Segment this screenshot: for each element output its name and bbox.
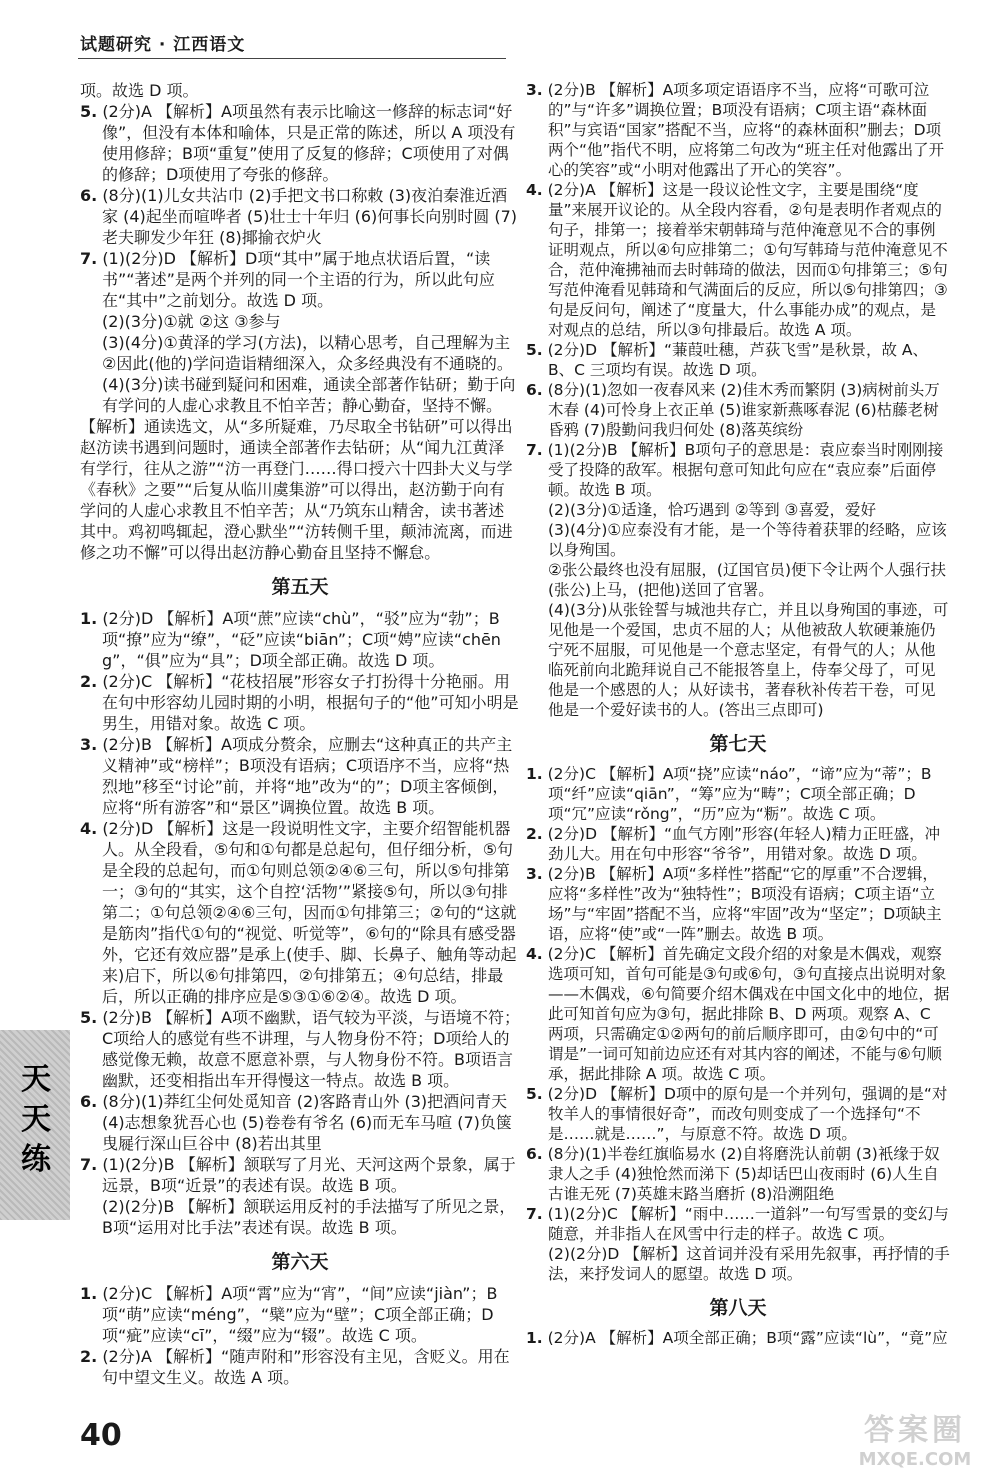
question-number: 4. xyxy=(80,819,98,838)
question-number: 5. xyxy=(526,341,543,359)
answer-paragraph xyxy=(80,1154,520,1196)
question-number: 5. xyxy=(80,102,98,121)
page-header: 试题研究 · 江西语文 xyxy=(80,35,246,55)
answer-paragraph xyxy=(526,380,950,440)
answer-text: (2分)C 【解析】首先确定文段介绍的对象是木偶戏，观察选项可知，首句可能是③句或⑥句，③句直接点出说明对象——木偶戏，⑥句简要介绍木偶戏在中国文化中的地位，据此可知首句应为③句，据此排除 B、D 两项。观察 A、C 两项，只需确定①②两句的前后顺序即可，由②句中的“可谓是”一词可知前边应还有对其内容的阐述，不能与⑥句顺承，据此排除 A 项。故选 C 项。 xyxy=(547,945,950,1083)
question-number: 1. xyxy=(80,609,98,628)
question-number: 6. xyxy=(80,186,98,205)
answer-text: (2分)D 【解析】“血气方刚”形容(年轻人)精力正旺盛，冲劲儿大。用在句中形容“爷爷”，用错对象。故选 D 项。 xyxy=(547,825,941,863)
answer-paragraph xyxy=(80,332,520,374)
section-heading: 第八天 xyxy=(709,1297,767,1319)
answer-paragraph xyxy=(80,671,520,734)
answer-text: (1)(2分)B 【解析】颔联写了月光、天河这两个景象，属于远景，B项“近景”的表述有误。故选 B 项。 xyxy=(102,1155,516,1195)
answer-text: (2分)A 【解析】A项全部正确；B项“露”应读“lù”，“竟”应 xyxy=(547,1329,948,1347)
answer-paragraph xyxy=(80,416,520,563)
answer-paragraph xyxy=(526,560,950,600)
answer-text: (2分)B 【解析】A项不幽默，语气较为平淡，与语境不符；C项给人的感觉有些不讲理，与人物身份不符；D项给人的感觉像无赖，故意不愿意补票，与人物身份不符。B项语言幽默，还变相指出车开得慢这一特点。故选 B 项。 xyxy=(102,1008,520,1090)
answer-text: 项。故选 D 项。 xyxy=(80,81,199,100)
watermark-url: MXQE.COM xyxy=(858,1449,972,1470)
answer-paragraph xyxy=(80,1283,520,1346)
answer-paragraph xyxy=(80,734,520,818)
question-number: 7. xyxy=(80,1155,98,1174)
answer-text: (4)(3分)从张铨誓与城池共存亡，并且以身殉国的事迹，可见他是一个爱国，忠贞不屈的人；从他被敌人软硬兼施仍宁死不屈服，可见他是一个意志坚定，有骨气的人；从他临死前向北跪拜说自己不能报答皇上，侍奉父母了，可见他是一个感恩的人；从好读书，著春秋补传若干卷，可见他是一个爱好读书的人。(答出三点即可) xyxy=(548,601,949,719)
answer-paragraph xyxy=(526,180,950,340)
answer-paragraph xyxy=(526,864,950,944)
left-column xyxy=(80,80,520,1388)
question-number: 3. xyxy=(80,735,98,754)
right-column xyxy=(526,80,950,1348)
section-heading: 第七天 xyxy=(709,733,767,755)
answer-text: (8分)(1)儿女共沾巾 (2)手把文书口称敕 (3)夜泊秦淮近酒家 (4)起坐而喧哗者 (5)壮士十年归 (6)何事长向别时圆 (7)老夫聊发少年狂 (8)揶揄衣炉火 xyxy=(102,186,518,247)
answer-text: (3)(4分)①黄泽的学习(方法)，以精心思考，自己理解为主②因此(他的)学问造诣精细深入，众多经典没有不通晓的。 xyxy=(102,333,513,373)
watermark-logo xyxy=(845,1405,985,1470)
question-number: 4. xyxy=(526,181,543,199)
answer-text: (2分)A 【解析】这是一段议论性文字，主要是围绕“度量”来展开议论的。从全段内容看，②句是表明作者观点的句子，排第一；接着举宋朝韩琦与范仲淹意见不合的事例证明观点，所以④句应排第二；①句写韩琦与范仲淹意见不合，范仲淹拂袖而去时韩琦的做法，因而①句排第三；⑤句写范仲淹看见韩琦和气满面后的反应，所以⑤句排第四；③句是反问句，阐述了“度量大，什么事能办成”的观点，是对观点的总结，所以③句排最后。故选 A 项。 xyxy=(547,181,948,339)
answer-text: (4)(3分)读书碰到疑问和困难，通读全部著作钻研；勤于向有学问的人虚心求教且不怕辛苦；静心勤奋，坚持不懈。 xyxy=(102,375,516,415)
answer-paragraph xyxy=(526,944,950,1084)
question-number: 3. xyxy=(526,865,543,883)
answer-text: (8分)(1)莽红尘何处觅知音 (2)客路青山外 (3)把酒问青天 (4)志想象犹吾心也 (5)卷卷有爷名 (6)而无车马喧 (7)负箧曳屣行深山巨谷中 (8)若出其里 xyxy=(102,1092,512,1153)
answer-paragraph xyxy=(526,764,950,824)
answer-text: (8分)(1)忽如一夜春风来 (2)佳木秀而繁阴 (3)病树前头万木春 (4)可怜身上衣正单 (5)谁家新燕啄春泥 (6)枯藤老树昏鸦 (7)殷勤问我归何处 (8)落英缤纷 xyxy=(547,381,940,439)
question-number: 7. xyxy=(526,441,543,459)
answer-paragraph xyxy=(80,1196,520,1238)
question-number: 1. xyxy=(526,765,543,783)
answer-paragraph xyxy=(80,185,520,248)
answer-paragraph xyxy=(80,374,520,416)
answer-paragraph xyxy=(526,500,950,520)
answer-paragraph xyxy=(80,1091,520,1154)
question-number: 2. xyxy=(80,1347,98,1366)
answer-text: (2分)B 【解析】A项多项定语语序不当，应将“可歌可泣的”与“许多”调换位置；B项没有语病；C项主语“森林面积”与宾语“国家”搭配不当，应将“的森林面积”删去；D项两个“他”指代不明，应将第二句改为“班主任对他露出了开心的笑容”或“小明对他露出了开心的笑容”。 xyxy=(547,81,945,179)
answer-paragraph xyxy=(80,101,520,185)
answer-text: (2分)B 【解析】A项“多样性”搭配“它的厚重”不合逻辑，应将“多样性”改为“独特性”；B项没有语病；C项主语“立场”与“牢固”搭配不当，应将“牢固”改为“坚定”；D项缺主语，应将“使”或“一阵”删去。故选 B 项。 xyxy=(547,865,942,943)
answer-paragraph xyxy=(526,440,950,500)
answer-text: (2分)D 【解析】D项中的原句是一个并列句，强调的是“对牧羊人的事情很好奇”，而改句则变成了一个选择句“不是……就是……”，与原意不符。故选 D 项。 xyxy=(547,1085,948,1143)
answer-text: (2分)A 【解析】“随声附和”形容没有主见，含贬义。用在句中望文生义。故选 A 项。 xyxy=(102,1347,510,1387)
question-number: 6. xyxy=(526,381,543,399)
header-divider xyxy=(78,58,506,59)
answer-paragraph xyxy=(526,600,950,720)
answer-text: (1)(2分)B 【解析】B项句子的意思是：袁应泰当时刚刚接受了投降的敌军。根据句意可知此句应在“袁应泰”后面停顿。故选 B 项。 xyxy=(547,441,944,499)
question-number: 6. xyxy=(80,1092,98,1111)
question-number: 2. xyxy=(80,672,98,691)
answer-text: (1)(2分)D 【解析】D项“其中”属于地点状语后置，“读书”“著述”是两个并列的同一个主语的行为，所以此句应在“其中”之前划分。故选 D 项。 xyxy=(102,249,495,310)
question-number: 5. xyxy=(526,1085,543,1103)
answer-text: (2分)D 【解析】这是一段说明性文字，主要介绍智能机器人。从全段看，⑤句和①句都是总起句，但仔细分析，⑤句是全段的总起句，而①句则总领②④⑥三句，所以⑤句排第一；③句的“其实，这个自控‘活物’”紧接⑤句，所以③句排第二；①句总领②④⑥三句，因而①句排第三；②句的“这就是筋肉”指代①句的“视觉、听觉等”，⑥句的“除具有感受器外，它还有效应器”是承上(使手、脚、长鼻子、触角等动起来)启下，所以⑥句排第四，②句排第五；④句总结，排最后，所以正确的排序应是⑤③①⑥②④。故选 D 项。 xyxy=(102,819,517,1006)
answer-paragraph xyxy=(80,818,520,1007)
answer-text: (2)(3分)①适逢，恰巧遇到 ②等到 ③喜爱，爱好 xyxy=(548,501,876,519)
watermark-title: 答案圈 xyxy=(864,1413,966,1448)
answer-paragraph xyxy=(526,1204,950,1244)
answer-paragraph xyxy=(80,1007,520,1091)
question-number: 1. xyxy=(80,1284,98,1303)
answer-text: (2分)A 【解析】A项虽然有表示比喻这一修辞的标志词“好像”，但没有本体和喻体，只是正常的陈述，所以 A 项没有使用修辞；B项“重复”使用了反复的修辞；C项使用了对偶的修辞；D项使用了夸张的修辞。 xyxy=(102,102,516,184)
answer-text: (1)(2分)C 【解析】“雨中……一道斜”一句写雪景的变幻与随意，并非指人在风雪中行走的样子。故选 C 项。 xyxy=(547,1205,949,1243)
question-number: 4. xyxy=(526,945,543,963)
answer-text: 【解析】通读选文，从“多所疑难，乃尽取全书钻研”可以得出赵汸读书遇到问题时，通读全部著作去钻研；从“闻九江黄泽有学行，往从之游”“汸一再登门……得口授六十四卦大义与学《春秋》之要”“后复从临川虞集游”可以得出，赵汸勤于向有学问的人虚心求教且不怕辛苦；从“乃筑东山精舍，读书著述其中。鸡初鸣辄起，澄心默坐”“汸转侧千里，颠沛流离，而进修之功不懈”可以得出赵汸静心勤奋且坚持不懈怠。 xyxy=(80,417,513,562)
side-tab xyxy=(0,1030,70,1220)
answer-text: (2分)D 【解析】A项“蔗”应读“chù”，“驳”应为“勃”；B项“撩”应为“缭”，“砭”应读“biān”；C项“娉”应读“chēng”，“俱”应为“具”；D项全部正确。故选 D 项。 xyxy=(102,609,501,670)
answer-text: (2分)C 【解析】“花枝招展”形容女子打扮得十分艳丽。用在句中形容幼儿园时期的小明，根据句子的“他”可知小明是男生，用错对象。故选 C 项。 xyxy=(102,672,519,733)
answer-text: (2)(2分)B 【解析】颔联运用反衬的手法描写了所见之景，B项“运用对比手法”表述有误。故选 B 项。 xyxy=(102,1197,516,1237)
side-tab-label: 天天练 xyxy=(21,1062,51,1177)
answer-paragraph xyxy=(80,1346,520,1388)
answer-paragraph xyxy=(526,824,950,864)
section-heading: 第六天 xyxy=(271,1251,329,1273)
answer-text: (8分)(1)半卷红旗临易水 (2)自将磨洗认前朝 (3)衹缘于奴隶人之手 (4)独怆然而涕下 (5)却话巴山夜雨时 (6)人生自古谁无死 (7)英雄末路当磨折 (8)沿溯阻绝 xyxy=(547,1145,940,1203)
answer-paragraph xyxy=(80,248,520,311)
answer-text: (2分)D 【解析】“蒹葭吐穗，芦荻飞雪”是秋景，故 A、B、C 三项均有误。故选 D 项。 xyxy=(547,341,929,379)
question-number: 2. xyxy=(526,825,543,843)
question-number: 3. xyxy=(526,81,543,99)
answer-text: (2分)C 【解析】A项“挠”应读“náo”，“谛”应为“蒂”；B项“纤”应读“qiān”，“筹”应为“畴”；C项全部正确；D项“冗”应读“rǒng”，“历”应为“粝”。故选 C 项。 xyxy=(547,765,932,823)
answer-text: (2)(3分)①就 ②这 ③参与 xyxy=(102,312,281,331)
answer-text: ②张公最终也没有屈服，(辽国官员)便下令让两个人强行扶(张公)上马，(把他)送回了官署。 xyxy=(548,561,946,599)
question-number: 7. xyxy=(526,1205,543,1223)
answer-paragraph xyxy=(526,340,950,380)
question-number: 7. xyxy=(80,249,98,268)
answer-text: (2)(2分)D 【解析】这首词并没有采用先叙事，再抒情的手法，来抒发词人的愿望。故选 D 项。 xyxy=(548,1245,950,1283)
answer-text: (2分)B 【解析】A项成分赘余，应删去“这种真正的共产主义精神”或“榜样”；B项没有语病；C项语序不当，应将“热烈地”移至“讨论”前，并将“地”改为“的”；D项主客倾倒，应将“所有游客”和“景区”调换位置。故选 B 项。 xyxy=(102,735,513,817)
answer-paragraph xyxy=(526,520,950,560)
section-heading: 第五天 xyxy=(271,576,329,598)
answer-text: (2分)C 【解析】A项“霄”应为“宵”，“间”应读“jiàn”；B项“萌”应读“méng”，“檗”应为“壁”；C项全部正确；D项“疵”应读“cī”，“缀”应为“辍”。故选 C 项。 xyxy=(102,1284,498,1345)
question-number: 1. xyxy=(526,1329,543,1347)
page-number: 40 xyxy=(80,1418,122,1453)
answer-text: (3)(4分)①应泰没有才能，是一个等待着获罪的经略，应该以身殉国。 xyxy=(548,521,947,559)
answer-paragraph xyxy=(526,80,950,180)
answer-paragraph xyxy=(526,1144,950,1204)
answer-paragraph xyxy=(80,608,520,671)
question-number: 6. xyxy=(526,1145,543,1163)
answer-paragraph xyxy=(526,1328,950,1348)
answer-paragraph xyxy=(80,80,520,101)
answer-paragraph xyxy=(526,1084,950,1144)
question-number: 5. xyxy=(80,1008,98,1027)
answer-paragraph xyxy=(80,311,520,332)
answer-paragraph xyxy=(526,1244,950,1284)
